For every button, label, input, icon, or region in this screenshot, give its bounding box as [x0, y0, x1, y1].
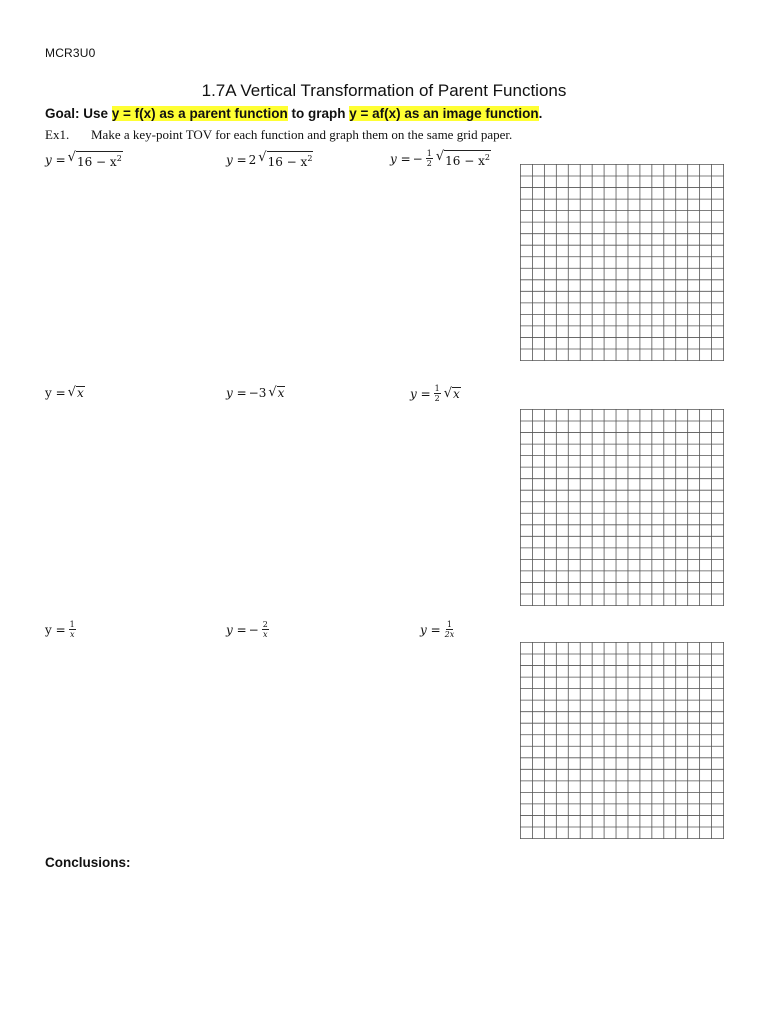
grid-lines: [520, 642, 724, 839]
grid-lines: [520, 409, 724, 606]
fraction: $\frac{1}{2}$: [434, 384, 440, 403]
example-label: Ex1.: [45, 127, 70, 142]
fraction: $\frac{1}{x}$: [69, 620, 75, 639]
radical: √ x: [67, 385, 84, 400]
example-text: Make a key-point TOV for each function and graph them on the same grid paper.: [91, 127, 513, 142]
grid-paper-3[interactable]: [520, 642, 724, 839]
equation-r3-c1: y = $\frac{1}{x}$: [45, 620, 75, 639]
fraction: $\frac{2}{x}$: [262, 620, 268, 639]
grid-paper-2[interactable]: [520, 409, 724, 606]
equation-r2-c2: y = −3 √ x: [226, 385, 285, 400]
equation-r1-c2: y = 2 √ $16 - x^2$: [226, 150, 313, 169]
equation-r3-c3: y = $\frac{1}{2x}$: [420, 620, 455, 639]
equation-r1-c3: y = − $\frac{1}{2}$ √ $16 - x^2$: [390, 148, 490, 168]
goal-middle: to graph: [287, 106, 350, 121]
radical: √ $16 - x^2$: [67, 150, 122, 169]
fraction: $\frac{1}{2}$: [426, 149, 432, 168]
page-title: 1.7A Vertical Transformation of Parent Functions: [201, 81, 567, 100]
equation-r2-c3: y = $\frac{1}{2}$ √ x: [410, 384, 460, 403]
example-instruction: [45, 127, 512, 143]
goal-highlight-parent: y = f(x) as a parent function: [111, 106, 288, 121]
equation-r2-c1: y = √ x: [45, 385, 84, 400]
radical: √ $16 - x^2$: [258, 150, 313, 169]
course-code: MCR3U0: [45, 46, 96, 60]
grid-paper-1[interactable]: [520, 164, 724, 361]
goal-highlight-image: y = af(x) as an image function: [349, 106, 539, 121]
equation-r1-c1: y = √ $16 - x^2$: [45, 150, 122, 169]
conclusions-label: Conclusions:: [45, 855, 131, 870]
goal-statement: [45, 106, 542, 121]
radical: √ x: [443, 385, 460, 401]
radical: √ $16 - x^2$: [435, 148, 490, 168]
fraction: $\frac{1}{2x}$: [444, 620, 455, 639]
radical: √ x: [268, 385, 285, 400]
goal-suffix: .: [538, 106, 543, 121]
grid-lines: [520, 164, 724, 361]
goal-prefix: Goal: Use: [45, 106, 112, 121]
equation-r3-c2: y = − $\frac{2}{x}$: [226, 620, 268, 639]
